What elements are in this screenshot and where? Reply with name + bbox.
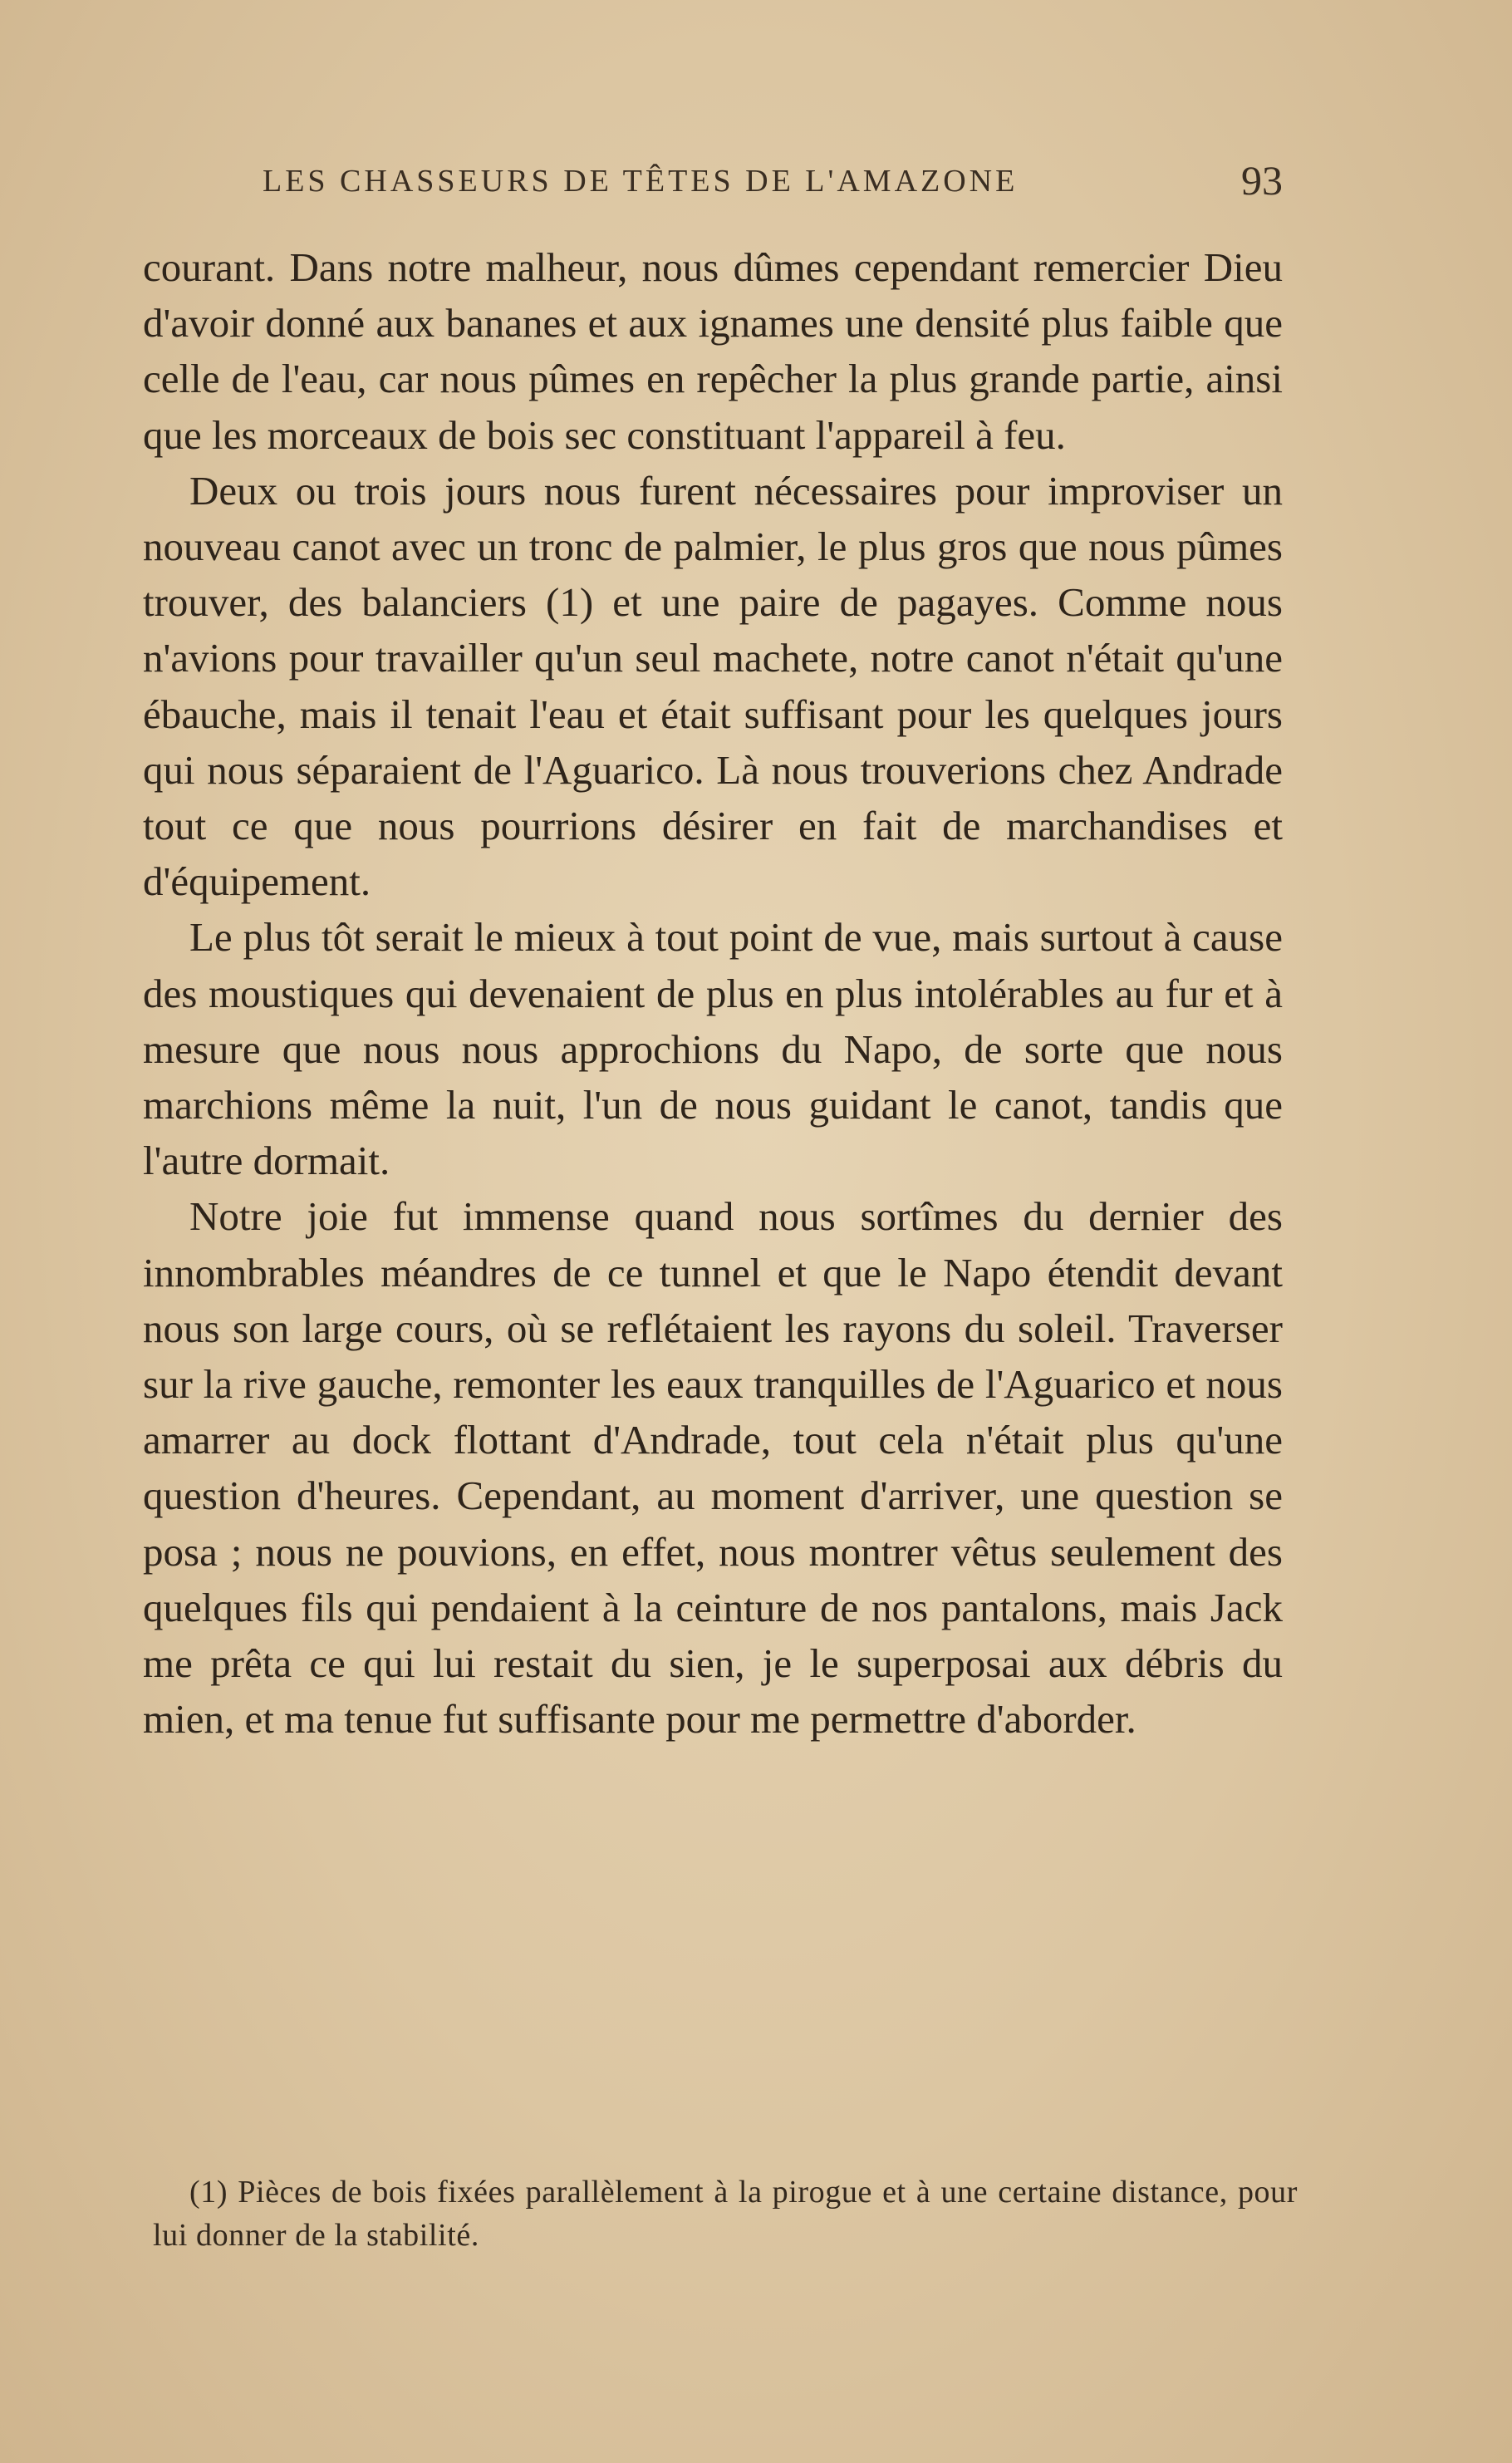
paragraph-1: courant. Dans notre malheur, nous dûmes cependant remercier Dieu d'avoir donné aux bananes et aux ignames une densité plus faible que celle de l'eau, car nous pûmes en repêcher la plus grande partie, ainsi que les morceaux de bois sec constituant l'appareil à feu. bbox=[143, 244, 1283, 458]
footnote-paragraph bbox=[153, 2170, 1298, 2257]
paragraph-3: Le plus tôt serait le mieux à tout point de vue, mais surtout à cause des moustiques qui devenaient de plus en plus intolérables au fur et à mesure que nous nous approchions du Napo, de sorte que nous marchions même la nuit, l'un de nous guidant le canot, tandis que l'autre dormait. bbox=[143, 914, 1283, 1184]
body-text bbox=[143, 239, 1283, 1747]
page-header bbox=[263, 156, 1283, 214]
page-number: 93 bbox=[1241, 157, 1283, 204]
footnote-marker: (1) bbox=[189, 2175, 228, 2210]
running-title: LES CHASSEURS DE TÊTES DE L'AMAZONE bbox=[263, 164, 1019, 199]
paragraph-4: Notre joie fut immense quand nous sortîmes du dernier des innombrables méandres de ce tunnel et que le Napo étendit devant nous son large cours, où se reflétaient les rayons du soleil. Traverser sur la rive gauche, remonter les eaux tranquilles de l'Aguarico et nous amarrer au dock flottant d'Andrade, tout cela n'était plus qu'une question d'heures. Cependant, au moment d'arriver, une question se posa ; nous ne pouvions, en effet, nous montrer vêtus seulement des quelques fils qui pendaient à la ceinture de nos pantalons, mais Jack me prêta ce qui lui restait du sien, je le superposai aux débris du mien, et ma tenue fut suffisante pour me permettre d'aborder. bbox=[143, 1193, 1283, 1743]
paragraph-2: Deux ou trois jours nous furent nécessaires pour improviser un nouveau canot avec un tronc de palmier, le plus gros que nous pûmes trouver, des balanciers (1) et une paire de pagayes. Comme nous n'avions pour travailler qu'un seul machete, notre canot n'était qu'une ébauche, mais il tenait l'eau et était suffisant pour les quelques jours qui nous séparaient de l'Aguarico. Là nous trouverions chez Andrade tout ce que nous pourrions désirer en fait de marchandises et d'équipement. bbox=[143, 467, 1283, 905]
footnote-text: Pièces de bois fixées parallèlement à la pirogue et à une certaine distance, pour lui donner de la stabilité. bbox=[153, 2175, 1298, 2253]
footnote bbox=[153, 2170, 1298, 2257]
